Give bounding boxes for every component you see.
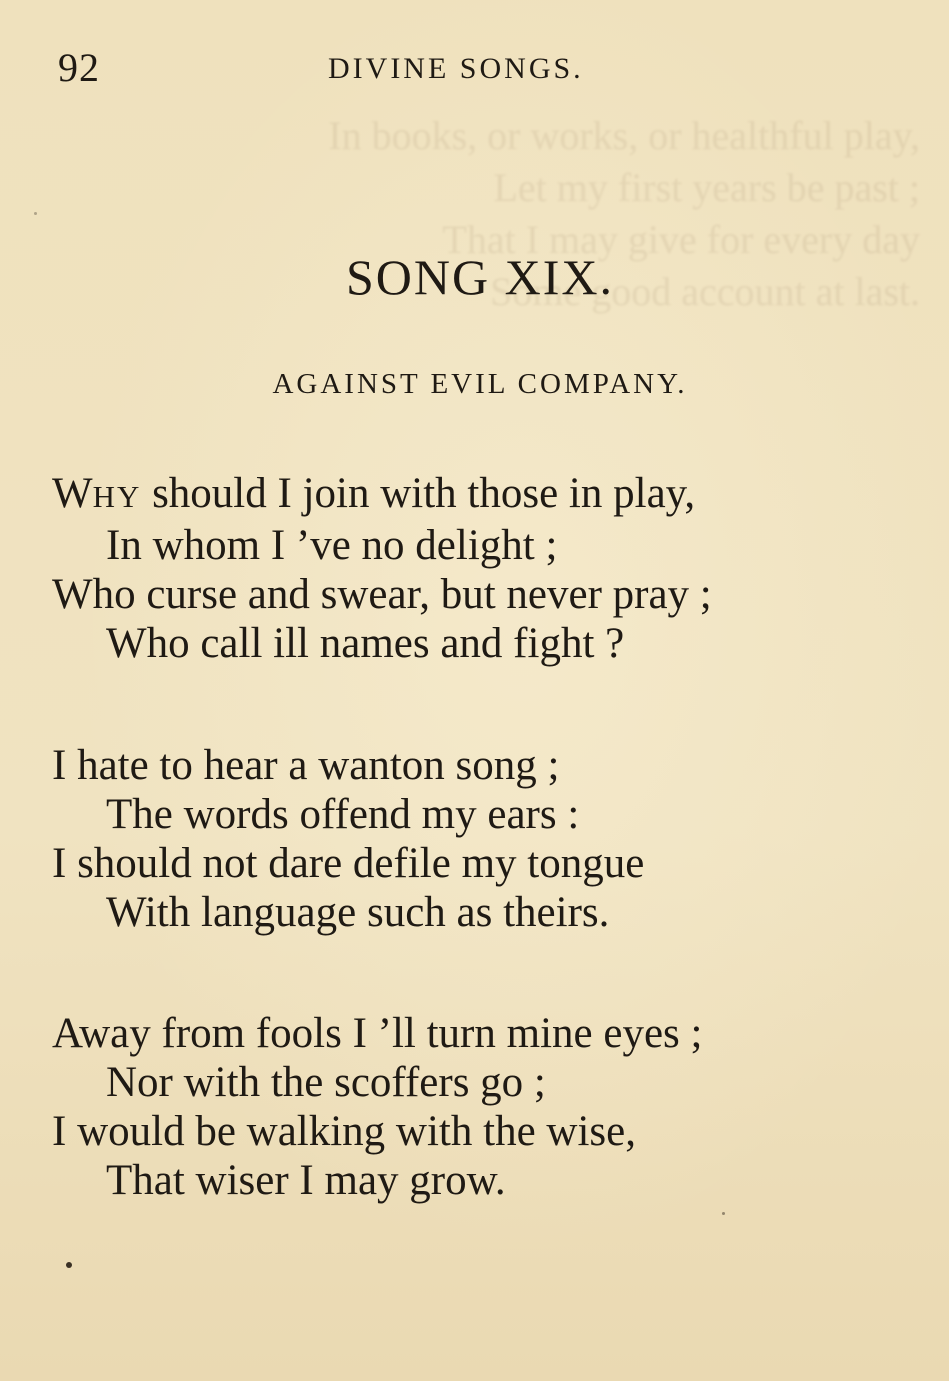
verse-line: In whom I ’ve no delight ; <box>106 522 558 569</box>
paper-speck <box>722 1212 725 1215</box>
verse-line: I should not dare defile my tongue <box>52 840 645 887</box>
small-caps-text: HY <box>92 479 142 514</box>
paper-speck <box>66 1262 72 1268</box>
drop-letter: W <box>52 470 93 517</box>
running-head <box>0 40 949 100</box>
verse-line: The words offend my ears : <box>106 791 580 838</box>
paper-speck <box>34 212 37 215</box>
song-title: SONG XIX. <box>346 249 614 305</box>
line-text: should I join with those in play, <box>141 470 696 517</box>
verse-2 <box>52 741 922 937</box>
verse-line: I would be walking with the wise, <box>52 1108 636 1155</box>
verse-line: Nor with the scoffers go ; <box>106 1059 546 1106</box>
song-subtitle: AGAINST EVIL COMPANY. <box>272 368 688 400</box>
verse-1 <box>52 469 922 668</box>
verse-line: Away from fools I ’ll turn mine eyes ; <box>52 1010 703 1057</box>
verse-line <box>52 469 922 521</box>
verse-line: With language such as theirs. <box>106 889 610 936</box>
running-title: DIVINE SONGS. <box>328 52 584 85</box>
page-number: 92 <box>58 45 100 90</box>
verse-line: Who call ill names and fight ? <box>106 620 625 667</box>
verse-3 <box>52 1009 922 1205</box>
verse-line: That wiser I may grow. <box>106 1157 506 1204</box>
verse-line: Who curse and swear, but never pray ; <box>52 571 712 618</box>
verse-line: I hate to hear a wanton song ; <box>52 742 560 789</box>
show-through-text: In books, or works, or healthful play, Let my first years be past ; That I may give for every day Some good account at last. <box>328 113 920 314</box>
